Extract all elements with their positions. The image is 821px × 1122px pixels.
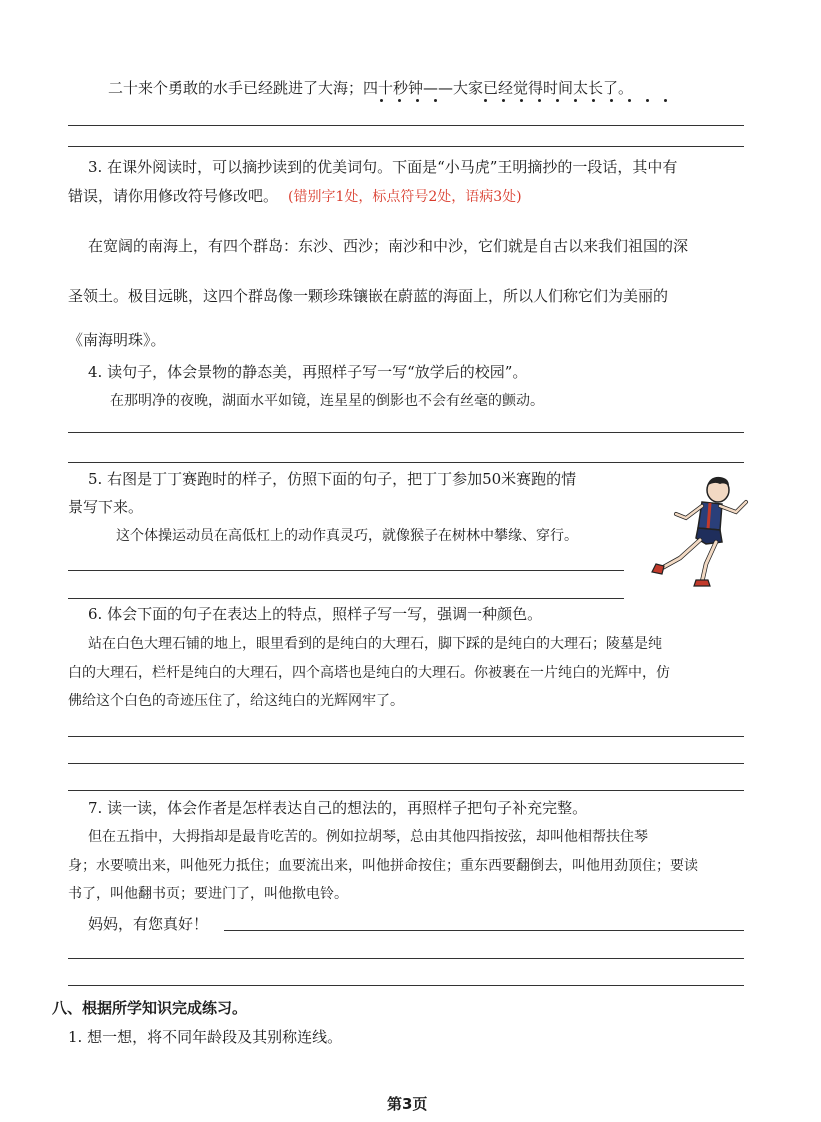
q7-stem: 7. 读一读，体会作者是怎样表达自己的想法的，再照样子把句子补充完整。 — [88, 799, 588, 817]
q3-stem-cont: 错误，请你用修改符号修改吧。 — [68, 187, 279, 205]
answer-line[interactable] — [68, 598, 624, 599]
example-sentence-top: 二十来个勇敢的水手已经跳进了大海；四十秒钟——大家已经觉得时间太长了。 — [108, 79, 634, 97]
q6-passage-line: 白的大理石，栏杆是纯白的大理石，四个高塔也是纯白的大理石。你被裹在一片纯白的光辉中，仿 — [68, 665, 670, 681]
q5-stem-cont: 景写下来。 — [68, 498, 144, 516]
section8-q1: 1. 想一想，将不同年龄段及其别称连线。 — [68, 1028, 343, 1046]
page-number: 第3页 — [387, 1095, 428, 1113]
answer-line[interactable] — [68, 763, 744, 764]
answer-line[interactable] — [224, 930, 744, 931]
answer-line[interactable] — [68, 736, 744, 737]
answer-line[interactable] — [68, 958, 744, 959]
answer-line[interactable] — [68, 790, 744, 791]
answer-line[interactable] — [68, 146, 744, 147]
q7-prompt: 妈妈，有您真好！ — [88, 915, 209, 933]
q3-paragraph-line: 《南海明珠》。 — [68, 331, 166, 349]
q4-stem: 4. 读句子，体会景物的静态美，再照样子写一写“放学后的校园”。 — [88, 363, 528, 381]
q5-stem: 5. 右图是丁丁赛跑时的样子，仿照下面的句子，把丁丁参加50米赛跑的情 — [88, 470, 577, 488]
section-heading: 八、根据所学知识完成练习。 — [52, 999, 248, 1017]
q5-example: 这个体操运动员在高低杠上的动作真灵巧，就像猴子在树林中攀缘、穿行。 — [116, 528, 578, 544]
q6-passage-line: 佛给这个白色的奇迹压住了，给这纯白的光辉网牢了。 — [68, 693, 404, 709]
q4-example: 在那明净的夜晚，湖面水平如镜，连星星的倒影也不会有丝毫的颤动。 — [110, 393, 544, 409]
answer-line[interactable] — [68, 462, 744, 463]
answer-line[interactable] — [68, 570, 624, 571]
answer-line[interactable] — [68, 432, 744, 433]
answer-line[interactable] — [68, 125, 744, 126]
q3-paragraph-line: 圣领土。极目远眺，这四个群岛像一颗珍珠镶嵌在蔚蓝的海面上，所以人们称它们为美丽的 — [68, 287, 669, 305]
q6-passage-line: 站在白色大理石铺的地上，眼里看到的是纯白的大理石，脚下踩的是纯白的大理石；陵墓是纯 — [88, 636, 662, 652]
q7-passage-line: 但在五指中，大拇指却是最肯吃苦的。例如拉胡琴，总由其他四指按弦，却叫他相帮扶住琴 — [88, 829, 648, 845]
q7-passage-line: 身；水要喷出来，叫他死力抵住；血要流出来，叫他拼命按住；重东西要翻倒去，叫他用劲顶住；要读 — [68, 858, 698, 874]
q7-passage-line: 书了，叫他翻书页；要进门了，叫他揿电铃。 — [68, 886, 348, 902]
q3-hint: (错别字1处，标点符号2处，语病3处) — [288, 189, 522, 205]
runner-illustration — [636, 468, 756, 590]
q6-stem: 6. 体会下面的句子在表达上的特点，照样子写一写，强调一种颜色。 — [88, 605, 543, 623]
q3-stem: 3. 在课外阅读时，可以摘抄读到的优美词句。下面是“小马虎”王明摘抄的一段话，其中有 — [88, 158, 678, 176]
q3-paragraph-line: 在宽阔的南海上，有四个群岛：东沙、西沙；南沙和中沙，它们就是自古以来我们祖国的深 — [88, 237, 689, 255]
answer-line[interactable] — [68, 985, 744, 986]
